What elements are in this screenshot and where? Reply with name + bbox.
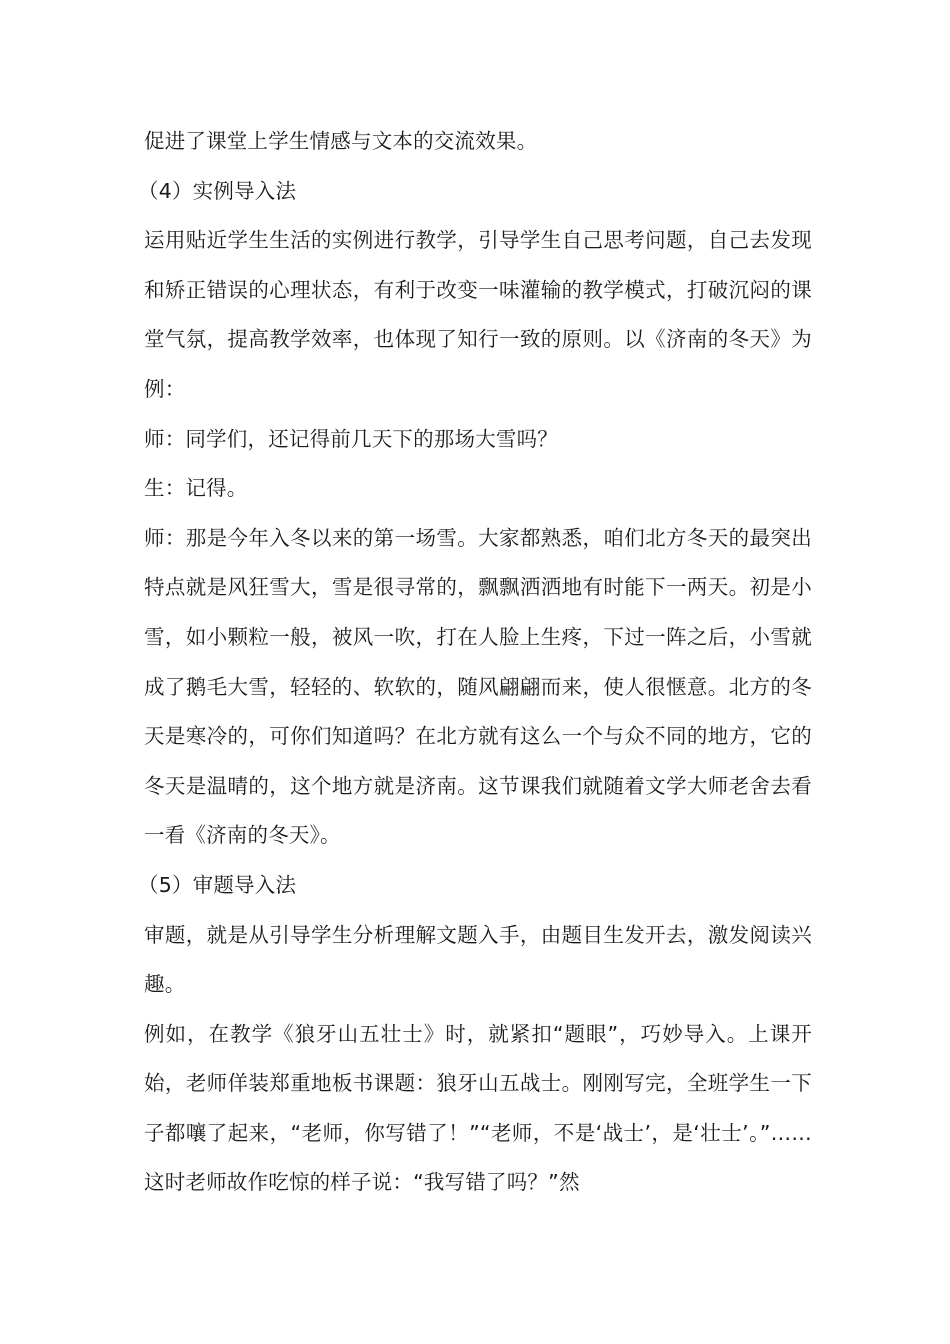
section-heading: （5）审题导入法 xyxy=(138,872,297,897)
paragraph: 审题，就是从引导学生分析理解文题入手，由题目生发开去，激发阅读兴趣。 xyxy=(144,922,812,997)
paragraph: 例如，在教学《狼牙山五壮士》时，就紧扣“题眼”，巧妙导入。上课开始，老师佯装郑重地板书课题：狼牙山五战士。刚刚写完，全班学生一下子都嚷了起来，“老师，你写错了！”“老师，不是‘战士’，是‘壮士’。”……这时老师故作吃惊的样子说：“我写错了吗？”然 xyxy=(144,1021,812,1195)
section-heading: （4）实例导入法 xyxy=(138,178,297,203)
paragraph: 促进了课堂上学生情感与文本的交流效果。 xyxy=(144,129,538,153)
paragraph: 生：记得。 xyxy=(144,476,248,501)
paragraph: 运用贴近学生生活的实例进行教学，引导学生自己思考问题，自己去发现和矫正错误的心理状态，有利于改变一味灌输的教学模式，打破沉闷的课堂气氛，提高教学效率，也体现了知行一致的原则。以《济南的冬天》为例： xyxy=(144,228,812,401)
paragraph: 师：同学们，还记得前几天下的那场大雪吗？ xyxy=(144,426,558,451)
paragraph: 师：那是今年入冬以来的第一场雪。大家都熟悉，咱们北方冬天的最突出特点就是风狂雪大，雪是很寻常的，飘飘洒洒地有时能下一两天。初是小雪，如小颗粒一般，被风一吹，打在人脸上生疼，下过一阵之后，小雪就成了鹅毛大雪，轻轻的、软软的，随风翩翩而来，使人很惬意。北方的冬天是寒冷的，可你们知道吗？在北方就有这么一个与众不同的地方，它的冬天是温晴的，这个地方就是济南。这节课我们就随着文学大师老舍去看一看《济南的冬天》。 xyxy=(144,525,812,848)
document-body xyxy=(138,117,812,1208)
